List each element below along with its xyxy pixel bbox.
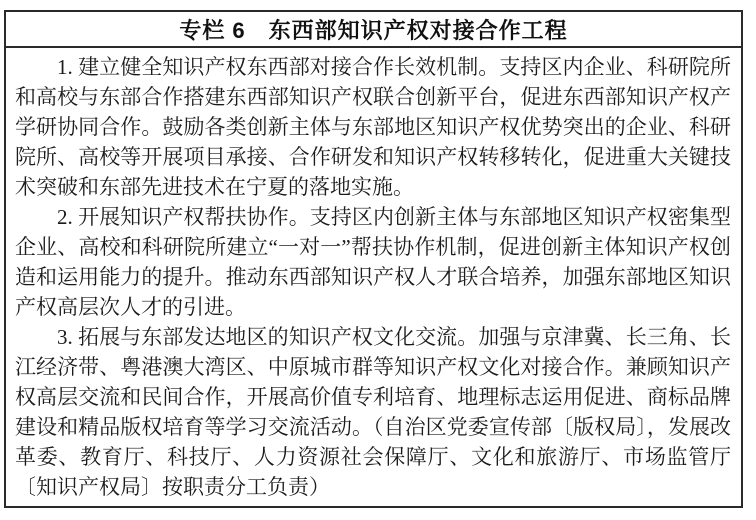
column-body [6, 48, 741, 502]
column-title: 专栏 6 东西部知识产权对接合作工程 [179, 17, 568, 43]
paragraph-1: 1. 建立健全知识产权东西部对接合作长效机制。支持区内企业、科研院所和高校与东部合作搭建东西部知识产权联合创新平台，促进东西部知识产权产学研协同合作。鼓励各类创新主体与东部地区知识产权优势突出的企业、科研院所、高校等开展项目承接、合作研发和知识产权转移转化，促进重大关键技术突破和东部先进技术在宁夏的落地实施。 [15, 55, 731, 199]
column-header [6, 12, 741, 48]
paragraph-3: 3. 拓展与东部发达地区的知识产权文化交流。加强与京津冀、长三角、长江经济带、粤港澳大湾区、中原城市群等知识产权文化对接合作。兼顾知识产权高层交流和民间合作，开展高价值专利培育、地理标志运用促进、商标品牌建设和精品版权培育等学习交流活动。（自治区党委宣传部〔版权局〕，发展改革委、教育厅、科技厅、人力资源社会保障厅、文化和旅游厅、市场监管厅〔知识产权局〕按职责分工负责） [15, 325, 731, 499]
column-box [4, 10, 743, 508]
paragraph-2: 2. 开展知识产权帮扶协作。支持区内创新主体与东部地区知识产权密集型企业、高校和科研院所建立“一对一”帮扶协作机制，促进创新主体知识产权创造和运用能力的提升。推动东西部知识产权人才联合培养，加强东部地区知识产权高层次人才的引进。 [15, 205, 731, 319]
